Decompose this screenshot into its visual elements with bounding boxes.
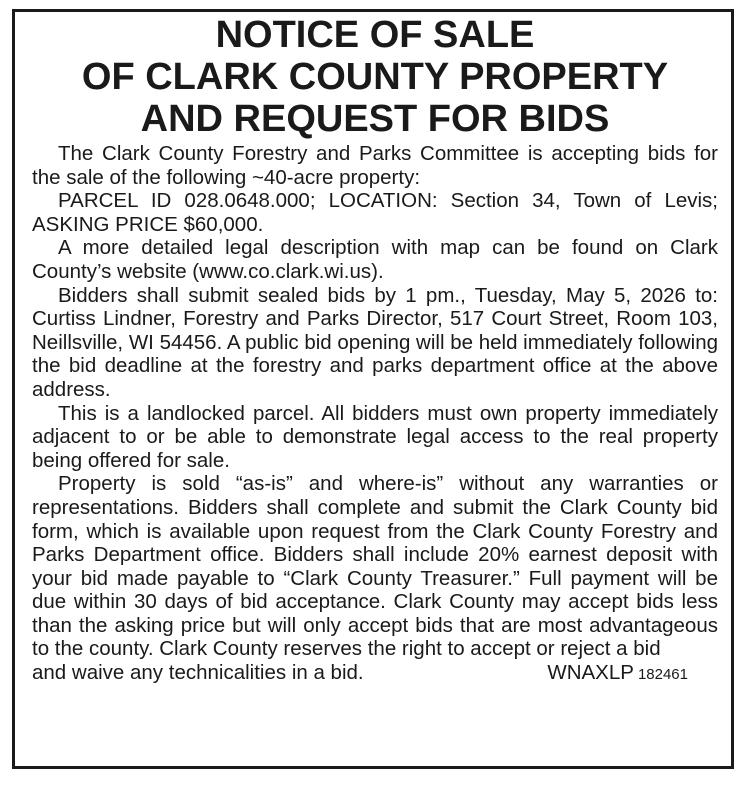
signature-number: 182461 [637, 666, 688, 684]
title-line: OF CLARK COUNTY PROPERTY [81, 56, 669, 98]
closing-line: and waive any technicalities in a bid. [32, 661, 364, 685]
title-line: AND REQUEST FOR BIDS [140, 98, 610, 140]
publication-signature [547, 661, 718, 687]
notice-body [32, 142, 718, 687]
legal-description-paragraph: A more detailed legal description with map can be found on Clark County’s website (www.co.clark.wi.us). [32, 236, 718, 283]
landlocked-paragraph: This is a landlocked parcel. All bidders must own property immediately adjacent to or be able to demonstrate legal access to the real property being offered for sale. [32, 401, 718, 472]
notice [32, 14, 718, 687]
bid-submission-paragraph: Bidders shall submit sealed bids by 1 pm., Tuesday, May 5, 2026 to: Curtiss Lindner, Forestry and Parks Director, 517 Court Street, Room 103, Neillsville, WI 54456. A public bid opening will be held immediately following the bid deadline at the forestry and parks department office at the above address. [32, 283, 718, 401]
notice-title [32, 14, 718, 140]
signature-code: WNAXLP [547, 661, 634, 685]
terms-paragraph: Property is sold “as-is” and where-is” without any warranties or representations. Bidders shall complete and submit the Clark County bid form, which is available upon request from the Clark County Forestry and Parks Department office. Bidders shall include 20% earnest deposit with your bid made payable to “Clark County Treasurer.” Full payment will be due within 30 days of bid acceptance. Clark County may accept bids less than the asking price but will only accept bids that are most advantageous to the county. Clark County reserves the right to accept or reject a bid [32, 472, 718, 661]
parcel-paragraph: PARCEL ID 028.0648.000; LOCATION: Section 34, Town of Levis; ASKING PRICE $60,000. [32, 189, 718, 236]
title-line: NOTICE OF SALE [215, 14, 535, 56]
intro-paragraph: The Clark County Forestry and Parks Committee is accepting bids for the sale of the following ~40-acre property: [32, 142, 718, 189]
closing-row [32, 661, 718, 687]
